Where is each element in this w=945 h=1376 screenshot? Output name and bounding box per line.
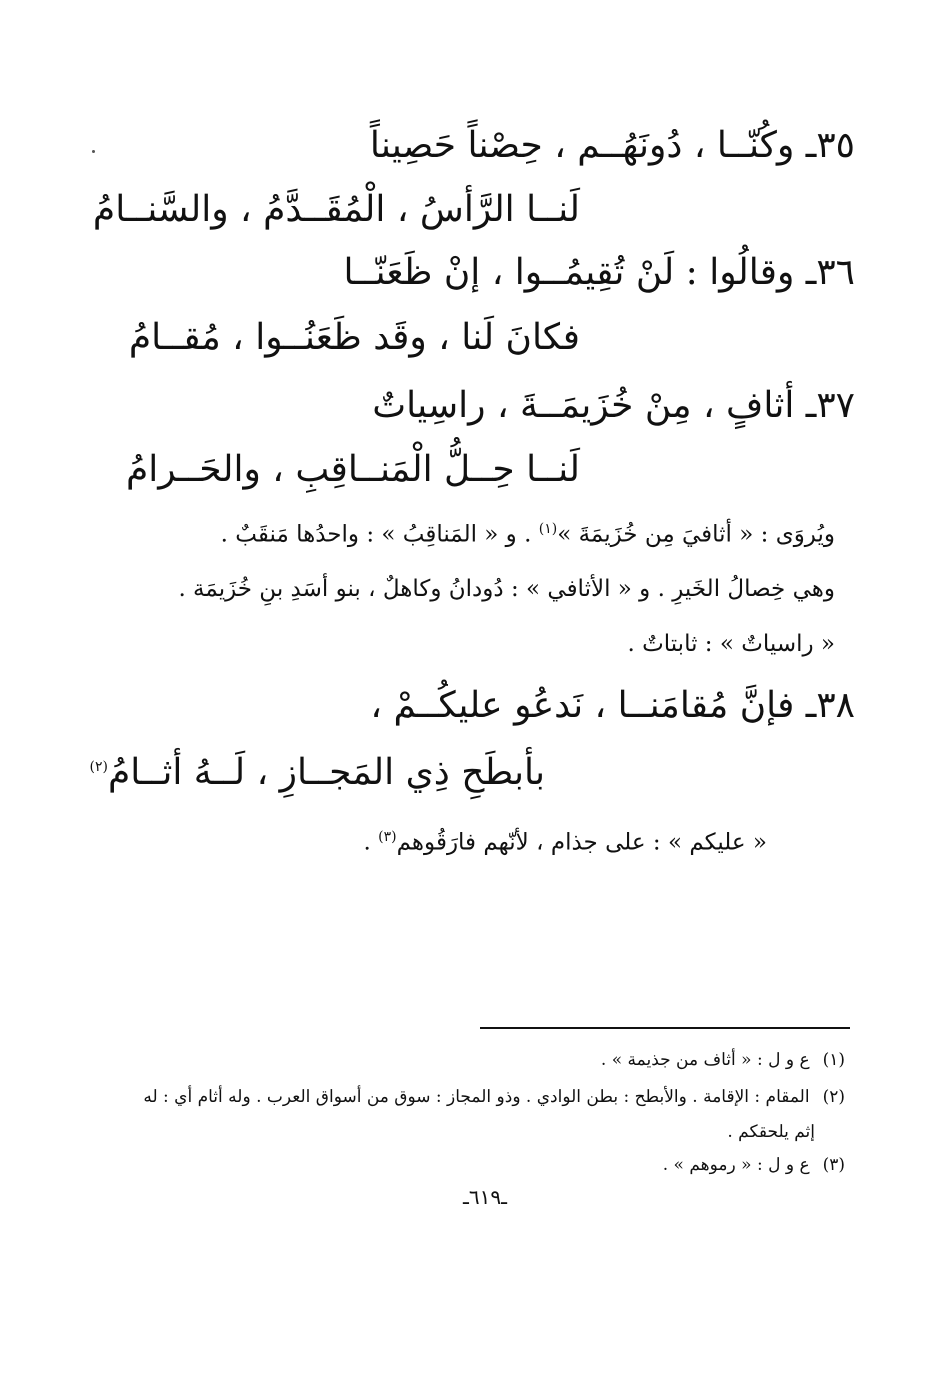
verse-35-line-2: لَنــا الرَّأسُ ، الْمُقَــدَّمُ ، والسَّنــامُ <box>92 189 580 230</box>
footnote-2 <box>95 1085 845 1111</box>
gloss-text: ويُروَى : « أثافيَ مِن خُزَيمَةَ » <box>557 521 835 548</box>
footnote-2-text: المقام : الإقامة . والأبطح : بطن الوادي . وذو المجاز : سوق من أسواق العرب . وله أثام أي : له <box>143 1087 810 1107</box>
footnote-1-text: ع و ل : « أثاف من جذيمة » . <box>600 1050 810 1070</box>
gloss-text-rest: . و « المَناقِبُ » : واحدُها مَنقَبٌ . <box>220 521 532 548</box>
footnote-3-text: ع و ل : « رموهم » . <box>662 1155 810 1175</box>
footnote-3 <box>95 1153 845 1179</box>
footnote-separator <box>480 1027 850 1029</box>
footnote-2-number: (٢) <box>822 1087 845 1107</box>
footnote-1-number: (١) <box>822 1050 845 1070</box>
verse-37-line-2: لَنــا حِــلُّ الْمَنــاقِبِ ، والحَــرامُ <box>125 449 580 490</box>
gloss-37-line-2: وهي خِصالُ الخَيرِ . و « الأثافي » : دُودانُ وكاهلٌ ، بنو أسَدِ بنِ خُزَيمَة . <box>178 576 835 602</box>
verse-38-line-2-text: بأبطَحِ ذِي المَجــازِ ، لَــهُ أثــامُ <box>107 752 545 793</box>
footnote-1 <box>95 1048 845 1074</box>
footnote-ref-2: (٢) <box>89 759 108 775</box>
verse-37-line-1: ٣٧ـ أثافٍ ، مِنْ خُزَيمَــةَ ، راسِياتٌ <box>372 385 855 426</box>
footnote-ref-1: (١) <box>538 521 558 537</box>
page-number: ـ٦١٩ـ <box>463 1185 507 1209</box>
gloss-37-line-3: « راسياتٌ » : ثابتاتٌ . <box>627 631 835 657</box>
footnote-3-number: (٣) <box>822 1155 845 1175</box>
gloss-38-text: « عليكم » : على جذام ، لأنّهم فارَقُوهم <box>396 829 767 856</box>
gloss-38 <box>27 830 767 855</box>
verse-35-line-1: ٣٥ـ وكُنّــا ، دُونَهُــم ، حِصْناً حَصِيناً <box>369 125 855 166</box>
footnote-2-continued: إثم يلحقكم . <box>727 1122 815 1142</box>
verse-38-line-1: ٣٨ـ فإنَّ مُقامَنــا ، نَدعُو عليكُــمْ ، <box>370 685 855 726</box>
gloss-37-line-1 <box>95 522 835 547</box>
gloss-38-end: . <box>363 829 371 856</box>
verse-38-line-2 <box>89 752 545 793</box>
verse-36-line-2: فكانَ لَنا ، وقَد ظَعَنُــوا ، مُقــامُ <box>128 317 580 358</box>
footnote-ref-3: (٣) <box>378 829 397 845</box>
verse-36-line-1: ٣٦ـ وقالُوا : لَنْ تُقِيمُــوا ، إنْ ظَعَنّــا <box>343 252 855 293</box>
